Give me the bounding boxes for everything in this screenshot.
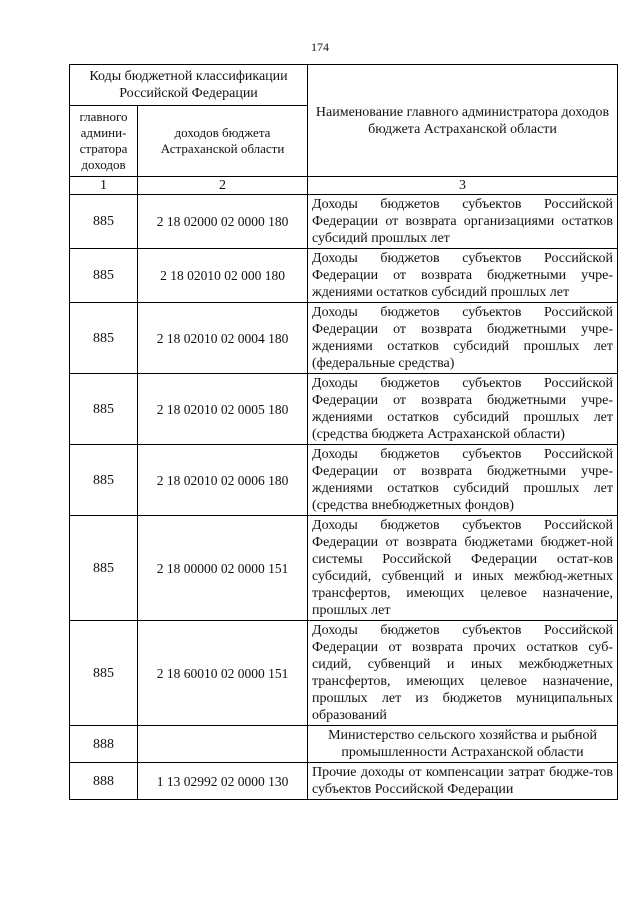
income-name: Доходы бюджетов субъектов Российской Федерации от возврата организациями остатков субсидий прошлых лет xyxy=(308,195,618,249)
income-name: Прочие доходы от компенсации затрат бюдже-тов субъектов Российской Федерации xyxy=(308,763,618,800)
budget-code: 2 18 02000 02 0000 180 xyxy=(138,195,308,249)
table-row xyxy=(70,303,618,374)
income-name: Доходы бюджетов субъектов Российской Федерации от возврата бюджетными учре-ждениями остатков субсидий прошлых лет xyxy=(308,249,618,303)
header-num-3: 3 xyxy=(308,177,618,195)
admin-code: 885 xyxy=(70,621,138,726)
header-col-income: доходов бюджета Астраханской области xyxy=(138,106,308,177)
budget-code: 2 18 02010 02 0005 180 xyxy=(138,374,308,445)
admin-code: 885 xyxy=(70,374,138,445)
income-name: Доходы бюджетов субъектов Российской Федерации от возврата прочих остатков суб-сидий, субвенций и иных межбюджетных трансфертов, имеющих целевое назначение, прошлых лет из бюджетов муниципальных образований xyxy=(308,621,618,726)
admin-code: 885 xyxy=(70,195,138,249)
administrator-name: Министерство сельского хозяйства и рыбной промышленности Астраханской области xyxy=(308,726,618,763)
header-col-admin: главного админи-стратора доходов xyxy=(70,106,138,177)
header-num-2: 2 xyxy=(138,177,308,195)
table-row xyxy=(70,249,618,303)
table-row xyxy=(70,516,618,621)
admin-code: 885 xyxy=(70,516,138,621)
income-name: Доходы бюджетов субъектов Российской Федерации от возврата бюджетными учре-ждениями остатков субсидий прошлых лет (средства внебюджетных фондов) xyxy=(308,445,618,516)
budget-code: 2 18 02010 02 000 180 xyxy=(138,249,308,303)
budget-code xyxy=(138,726,308,763)
budget-code: 2 18 60010 02 0000 151 xyxy=(138,621,308,726)
header-number-row xyxy=(70,177,618,195)
budget-code: 2 18 02010 02 0006 180 xyxy=(138,445,308,516)
header-num-1: 1 xyxy=(70,177,138,195)
admin-code: 888 xyxy=(70,726,138,763)
admin-code: 885 xyxy=(70,249,138,303)
admin-code: 885 xyxy=(70,303,138,374)
budget-code: 2 18 00000 02 0000 151 xyxy=(138,516,308,621)
budget-classification-table xyxy=(69,64,618,800)
table-row xyxy=(70,763,618,800)
header-col-name: Наименование главного администратора доходов бюджета Астраханской области xyxy=(308,65,618,177)
budget-code: 2 18 02010 02 0004 180 xyxy=(138,303,308,374)
admin-code: 888 xyxy=(70,763,138,800)
table-row-section xyxy=(70,726,618,763)
table-row xyxy=(70,195,618,249)
admin-code: 885 xyxy=(70,445,138,516)
page-number: 174 xyxy=(311,40,329,54)
income-name: Доходы бюджетов субъектов Российской Федерации от возврата бюджетными учре-ждениями остатков субсидий прошлых лет (средства бюджета Астраханской области) xyxy=(308,374,618,445)
table-row xyxy=(70,621,618,726)
income-name: Доходы бюджетов субъектов Российской Федерации от возврата бюджетами бюджет-ной системы Российской Федерации остат-ков субсидий, субвенций и иных межбюд-жетных трансфертов, имеющих целевое назначение, прошлых лет xyxy=(308,516,618,621)
header-row-group xyxy=(70,65,618,106)
income-name: Доходы бюджетов субъектов Российской Федерации от возврата бюджетными учре-ждениями остатков субсидий прошлых лет (федеральные средства) xyxy=(308,303,618,374)
table-row xyxy=(70,374,618,445)
header-group-title: Коды бюджетной классификации Российской Федерации xyxy=(70,65,308,106)
table-row xyxy=(70,445,618,516)
budget-code: 1 13 02992 02 0000 130 xyxy=(138,763,308,800)
